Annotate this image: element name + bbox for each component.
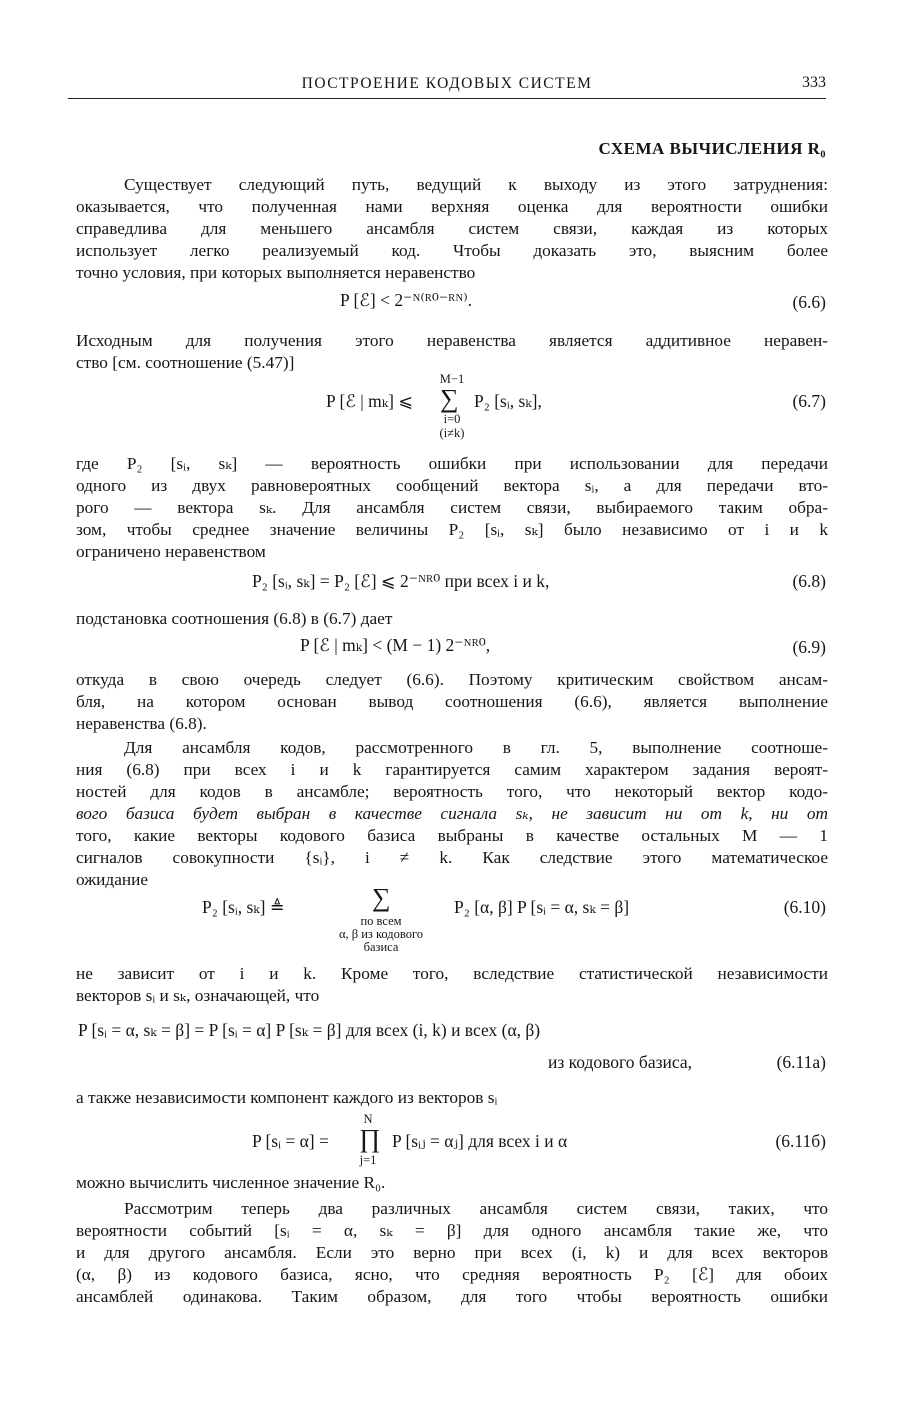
sum-range-line: α, β из кодового	[338, 927, 424, 941]
text-line: использует легко реализуемый код. Чтобы доказать это, выясним более	[76, 241, 828, 260]
equation-6-10-right: P₂ [α, β] P [sᵢ = α, sₖ = β]	[454, 897, 630, 917]
equation-6-11a: P [sᵢ = α, sₖ = β] = P [sᵢ = α] P [sₖ = β] для всех (i, k) и всех (α, β)	[78, 1020, 541, 1040]
equation-6-8: P₂ [sᵢ, sₖ] = P₂ [ℰ] ⩽ 2⁻ᴺᴿ⁰ при всех i и k,	[252, 571, 550, 591]
text-line: ство [см. соотношение (5.47)]	[76, 353, 295, 372]
text-line: оказывается, что полученная нами верхняя оценка для вероятности ошибки	[76, 197, 828, 216]
text-line: ожидание	[76, 870, 149, 889]
text-line: откуда в свою очередь следует (6.6). Поэтому критическим свойством ансам-	[76, 670, 828, 689]
text-line: где P₂ [sᵢ, sₖ] — вероятность ошибки при использовании для передачи	[76, 454, 828, 473]
product-lower-limit: j=1	[359, 1153, 377, 1167]
text-line: Исходным для получения этого неравенства является аддитивное неравен-	[76, 331, 828, 350]
running-title: ПОСТРОЕНИЕ КОДОВЫХ СИСТЕМ	[301, 75, 593, 92]
text-line: ограничено неравенством	[76, 542, 266, 561]
equation-number: (6.11б)	[775, 1131, 826, 1151]
sum-range-line: по всем	[360, 914, 402, 928]
equation-6-6: P [ℰ] < 2⁻ᴺ⁽ᴿ⁰⁻ᴿᴺ⁾.	[340, 290, 473, 310]
text-line: рого — вектора sₖ. Для ансамбля систем связи, выбираемого таким обра-	[76, 498, 828, 517]
equation-number: (6.10)	[783, 897, 826, 917]
equation-number: (6.11а)	[776, 1052, 826, 1072]
text-line: ностей для кодов в ансамбле; вероятность того, что некоторый вектор кодо-	[76, 782, 828, 801]
text-line: можно вычислить численное значение R₀.	[76, 1173, 386, 1192]
text-line: векторов sᵢ и sₖ, означающей, что	[76, 986, 320, 1005]
equation-6-9: P [ℰ | mₖ] < (M − 1) 2⁻ᴺᴿ⁰,	[300, 635, 491, 655]
text-line: сигналов совокупности {sᵢ}, i ≠ k. Как следствие этого математическое	[76, 848, 828, 867]
summation-sign: ∑	[440, 384, 459, 413]
equation-6-11b-left: P [sᵢ = α] =	[252, 1131, 329, 1151]
text-line: вого базиса будет выбран в качестве сигнала sₖ, не зависит ни от k, ни от	[76, 804, 828, 823]
sum-range-line: базиса	[363, 940, 399, 954]
text-line: одного из двух равновероятных сообщений вектора sᵢ, а для передачи вто-	[76, 476, 828, 495]
text-line: ния (6.8) при всех i и k гарантируется самим характером задания вероят-	[76, 760, 828, 779]
equation-number: (6.8)	[792, 571, 826, 591]
text-line: (α, β) из кодового базиса, ясно, что средняя вероятность P₂ [ℰ] для обоих	[76, 1265, 828, 1284]
text-line: и для другого ансамбля. Если это верно при всех (i, k) и для всех векторов	[76, 1243, 828, 1262]
text-line: Для ансамбля кодов, рассмотренного в гл. 5, выполнение соотноше-	[124, 738, 828, 757]
equation-number: (6.6)	[792, 292, 826, 312]
equation-6-7-right: P₂ [sᵢ, sₖ],	[474, 391, 542, 411]
text-line: точно условия, при которых выполняется неравенство	[76, 263, 476, 282]
page-header	[68, 72, 826, 99]
section-title: СХЕМА ВЫЧИСЛЕНИЯ R₀	[598, 139, 826, 158]
equation-6-11b-right: P [sᵢⱼ = αⱼ] для всех i и α	[392, 1131, 568, 1151]
text-line: Существует следующий путь, ведущий к выходу из этого затруднения:	[124, 175, 828, 194]
text-line: бля, на котором основан вывод соотношения (6.6), является выполнение	[76, 692, 828, 711]
equation-6-7-left: P [ℰ | mₖ] ⩽	[326, 391, 413, 411]
text-line: того, какие векторы кодового базиса выбраны в качестве остальных M — 1	[76, 826, 828, 845]
text-line: подстановка соотношения (6.8) в (6.7) дает	[76, 609, 393, 628]
equation-number: (6.9)	[792, 637, 826, 657]
summation-sign: ∑	[372, 883, 391, 912]
text-line: вероятности событий [sᵢ = α, sₖ = β] для одного ансамбля такие же, что	[76, 1221, 828, 1240]
text-line: Рассмотрим теперь два различных ансамбля систем связи, таких, что	[124, 1199, 828, 1218]
sum-condition: (i≠k)	[439, 426, 465, 440]
text-line: а также независимости компонент каждого из векторов sᵢ	[76, 1088, 498, 1107]
product-upper-limit: N	[363, 1112, 373, 1126]
text-line: не зависит от i и k. Кроме того, вследствие статистической независимости	[76, 964, 828, 983]
page-number: 333	[802, 74, 826, 91]
sum-upper-limit: M−1	[439, 372, 465, 386]
equation-6-11a-continuation: из кодового базиса,	[548, 1052, 692, 1072]
sum-lower-limit: i=0	[443, 412, 461, 426]
equation-6-10-left: P₂ [sᵢ, sₖ] ≜	[202, 897, 285, 917]
text-line: ансамблей одинакова. Таким образом, для того чтобы вероятность ошибки	[76, 1287, 828, 1306]
text-line: неравенства (6.8).	[76, 714, 207, 733]
text-line: справедлива для меньшего ансамбля систем связи, каждая из которых	[76, 219, 828, 238]
product-sign: ∏	[359, 1124, 381, 1153]
text-line: зом, чтобы среднее значение величины P₂ [sᵢ, sₖ] было независимо от i и k	[76, 520, 828, 539]
equation-number: (6.7)	[792, 391, 826, 411]
